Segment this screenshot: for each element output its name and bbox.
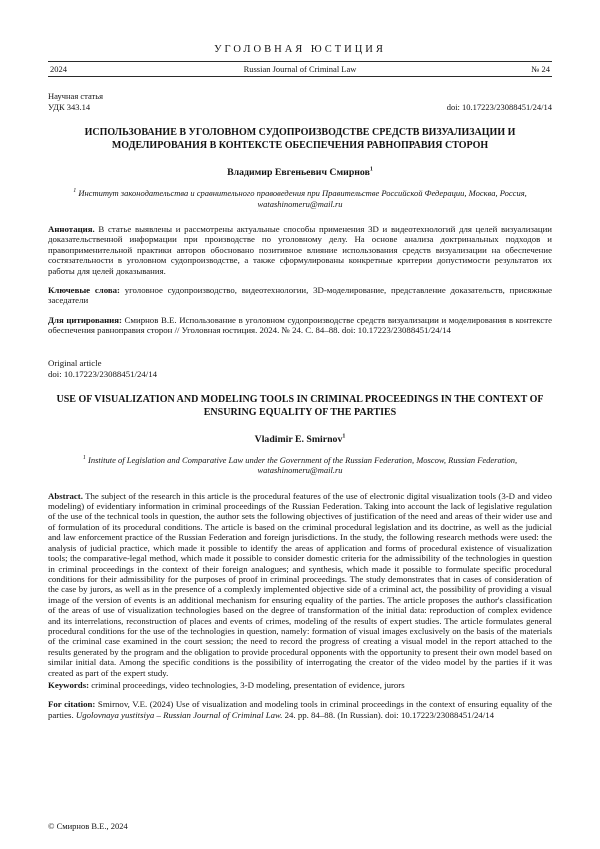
affiliation-text-ru: Институт законодательства и сравнительного правоведения при Правительстве Российской Федерации, Москва, Россия, watashinomeru@mail.ru (76, 188, 527, 209)
citation-en-part1: Smirnov, V.E. (2024) Use of visualization and modeling tools in criminal proceedings in the context of ensuring equality of the parties. (48, 699, 552, 720)
doi-ru: doi: 10.17223/23088451/24/14 (446, 102, 552, 112)
author-name-ru (48, 167, 552, 178)
abstract-text-ru: В статье выявлены и рассмотрены актуальные способы применения 3D и видеотехнологий для целей визуализации доказательственной информации при производстве по уголовному делу. На основе анализа доктринальных подходов и правоприменительной практики авторов обосновано позитивное влияние использования средств визуализации на обеспечение состязательности в уголовном судопроизводстве, а также сформулированы конкретные критерии допустимости результатов их работы для целей доказывания. (48, 224, 552, 276)
article-meta-en (48, 358, 552, 380)
journal-title-en: Russian Journal of Criminal Law (243, 64, 357, 74)
keywords-en (48, 680, 552, 690)
doi-en: doi: 10.17223/23088451/24/14 (48, 368, 157, 379)
keywords-ru (48, 285, 552, 306)
abstract-label-ru: Аннотация. (48, 224, 95, 234)
article-type-en: Original article (48, 357, 102, 368)
author-name-en (48, 434, 552, 445)
affiliation-text-en: Institute of Legislation and Comparative Law under the Government of the Russian Federation, Moscow, Russian Federation, watashinomeru@mail.ru (85, 454, 518, 476)
affiliation-ru (48, 188, 552, 209)
citation-en (48, 699, 552, 720)
article-meta-row (48, 91, 552, 113)
article-meta-left (48, 91, 103, 113)
author-affiliation-marker-en: 1 (342, 433, 346, 440)
affiliation-marker-en: 1 (82, 454, 86, 461)
abstract-label-en: Abstract. (48, 490, 83, 501)
journal-title-ru: УГОЛОВНАЯ ЮСТИЦИЯ (214, 44, 386, 55)
author-name-en-text: Vladimir E. Smirnov (254, 433, 343, 445)
header-rule-bottom (48, 76, 552, 77)
author-affiliation-marker-ru: 1 (369, 166, 373, 173)
udk-number: УДК 343.14 (48, 102, 91, 112)
affiliation-en (48, 455, 552, 476)
keywords-text-ru: уголовное судопроизводство, видеотехнологии, 3D-моделирование, представление доказательств, присяжные заседатели (48, 285, 553, 306)
keywords-text-en: criminal proceedings, video technologies, 3-D modeling, presentation of evidence, jurors (89, 679, 405, 690)
journal-header-row (48, 62, 552, 76)
citation-label-ru: Для цитирования: (48, 314, 122, 325)
keywords-label-ru: Ключевые слова: (48, 285, 120, 296)
citation-text-ru: Смирнов В.Е. Использование в уголовном судопроизводстве средств визуализации и моделирования в контексте обеспечения равноправия сторон // Уголовная юстиция. 2024. № 24. С. 84–88. doi: 10.17223/23088451/24/14 (48, 314, 552, 336)
affiliation-marker-ru: 1 (73, 188, 77, 195)
article-title-ru: ИСПОЛЬЗОВАНИЕ В УГОЛОВНОМ СУДОПРОИЗВОДСТВЕ СРЕДСТВ ВИЗУАЛИЗАЦИИ И МОДЕЛИРОВАНИЯ В КОНТЕКСТЕ ОБЕСПЕЧЕНИЯ РАВНОПРАВИЯ СТОРОН (84, 127, 516, 151)
journal-year: 2024 (50, 64, 67, 74)
citation-label-en: For citation: (48, 699, 96, 710)
abstract-text-en: The subject of the research in this article is the procedural features of the use of electronic digital visualization tools (3-D and video modeling) of evidentiary information in criminal proceedings of the Russian Federation. Taking into account the lack of legislative regulation of the use of the technical tools in question, the author sets the following objectives of justification of the need and areas of their wider use and of formulation of its procedural conditions. The article is based on the criminal procedural legislation and its doctrine, as well as the judicial and law enforcement practice of the Russian Federation and foreign jurisdictions. In the study, the following research methods were used: the analysis of judicial practice, which made it possible to identify the areas of application and forms of procedural existence of visualization tools; the comparative-legal method, which made it possible to consider domestic criteria for the admissibility of the technologies in question in criminal proceedings in the context of their foreign analogues; and synthesis, which made it possible to formulate specific procedural conditions for their admissibility for the purposes of proof in criminal proceedings. The study demonstrates that in cases of consideration of the case by jurors, as well as in the presence of a complexly implemented objective side of a criminal act, the possibility of providing a visual image of the version of events is an additional mechanism for ensuring equality of the parties. The article proposes the author's classification of the areas of use of visualization technologies based on the degree of transformation of the initial data: reproduction of complex evidence and its interrelations, reconstruction of places and events of crimes, modeling of the results of expert studies. The article formulates general procedural conditions for the use of the technologies in question, namely: formation of visual images exclusively on the basis of the materials of the criminal case examined in the court session; the need to record the progress of creating a visual model in the report attached to the results generated by the program and the obligation to provide procedural opponents with the opportunity to present their own model based on similar initial data. Among the specific conditions is the possibility of interrogating the creator of the video model by the parties if it was created as part of the expert study. (48, 490, 552, 678)
citation-en-part2: 24. pp. 84–88. (In Russian). doi: 10.17223/23088451/24/14 (282, 709, 495, 720)
article-type-ru: Научная статья (48, 91, 104, 101)
keywords-label-en: Keywords: (48, 679, 90, 690)
abstract-en (48, 491, 552, 678)
article-title-en: USE OF VISUALIZATION AND MODELING TOOLS IN CRIMINAL PROCEEDINGS IN THE CONTEXT OF ENSURING EQUALITY OF THE PARTIES (56, 393, 544, 418)
abstract-ru (48, 224, 552, 276)
author-name-ru-text: Владимир Евгеньевич Смирнов (227, 167, 370, 178)
issue-number: № 24 (531, 64, 550, 74)
citation-en-journal-name: Ugolovnaya yustitsiya – Russian Journal of Criminal Law. (75, 709, 283, 720)
copyright-notice: © Смирнов В.Е., 2024 (48, 821, 128, 831)
citation-ru (48, 315, 552, 336)
